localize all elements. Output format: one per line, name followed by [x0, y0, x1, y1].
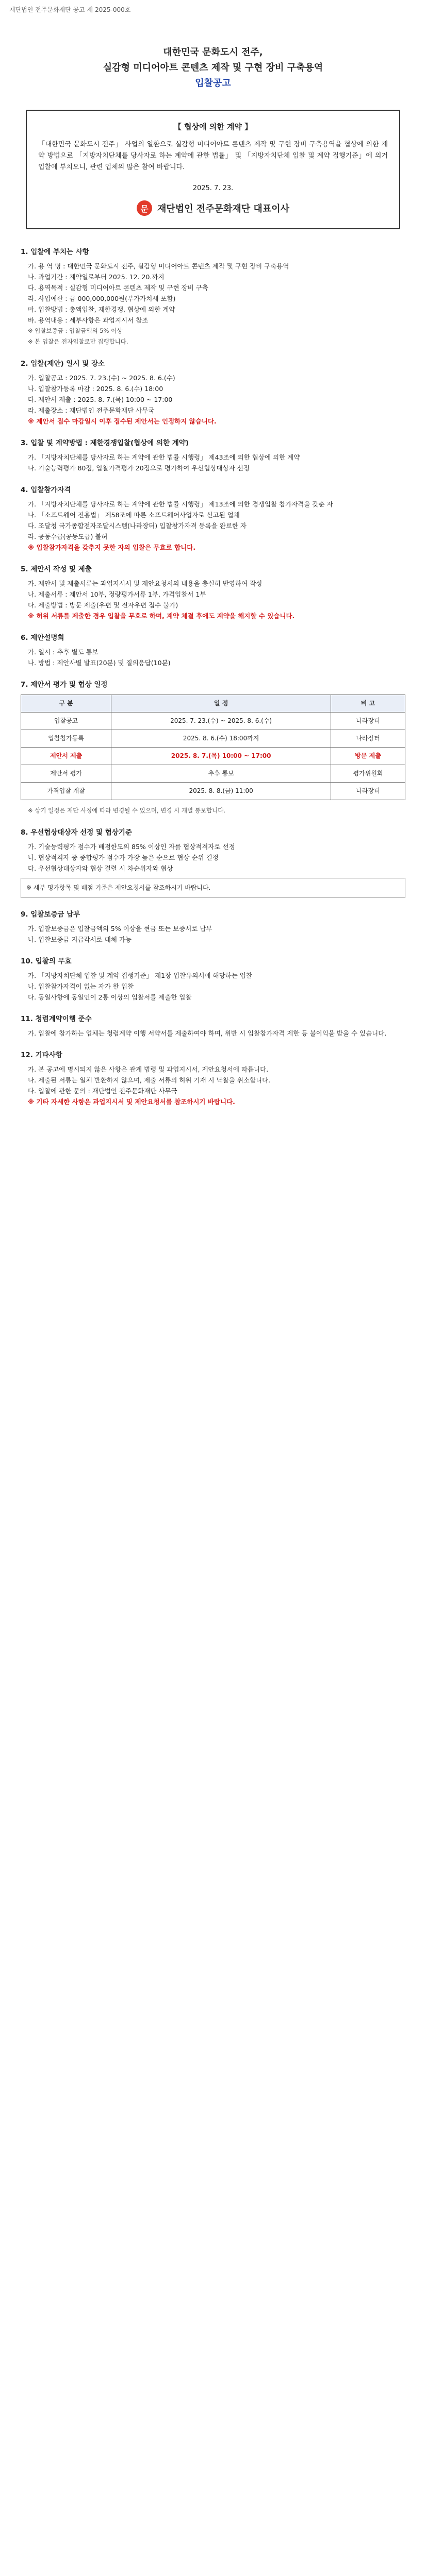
section-note: ※ 상기 일정은 재단 사정에 따라 변경될 수 있으며, 변경 시 개별 통보합니다.: [28, 807, 225, 814]
title-block: [0, 45, 426, 91]
section-item: 다. 용역목적 : 실감형 미디어아트 콘텐츠 제작 및 구현 장비 구축: [28, 284, 208, 292]
section: [21, 438, 405, 473]
table-header-cell: 비 고: [331, 695, 405, 713]
section-item: 라. 제출장소 : 재단법인 전주문화재단 사무국: [28, 406, 155, 414]
section-item: 나. 제출서류 : 제안서 10부, 정량평가서류 1부, 가격입찰서 1부: [28, 590, 206, 598]
section-item: 다. 우선협상대상자와 협상 결렬 시 차순위자와 협상: [28, 865, 173, 872]
section-item: 가. 일시 : 추후 별도 통보: [28, 648, 99, 656]
table-cell: 나라장터: [331, 783, 405, 800]
section-title: 8. 우선협상대상자 선정 및 협상기준: [21, 828, 132, 837]
section-item: 가. 용 역 명 : 대한민국 문화도시 전주, 실감형 미디어아트 콘텐츠 제작 및 구현 장비 구축용역: [28, 262, 289, 270]
section-title: 3. 입찰 및 계약방법 : 제한경쟁입찰(협상에 의한 계약): [21, 439, 189, 447]
table-cell: 2025. 8. 8.(금) 11:00: [111, 783, 331, 800]
table-cell: 가격입찰 개찰: [21, 783, 111, 800]
table-row: [21, 783, 405, 800]
section: [21, 1014, 405, 1039]
section-title: 7. 제안서 평가 및 협상 일정: [21, 681, 108, 689]
section-title: 11. 청렴계약이행 준수: [21, 1015, 92, 1023]
table-cell: 추후 통보: [111, 765, 331, 783]
table-cell: 2025. 8. 7.(목) 10:00 ~ 17:00: [111, 748, 331, 765]
content: [21, 247, 405, 1107]
section: [21, 247, 405, 347]
table-header-cell: 일 정: [111, 695, 331, 713]
section-item: 가. 입찰에 참가하는 업체는 청렴계약 이행 서약서를 제출하여야 하며, 위반 시 입찰참가자격 제한 등 불이익을 받을 수 있습니다.: [28, 1029, 387, 1037]
section-item: 나. 과업기간 : 계약일로부터 2025. 12. 20.까지: [28, 273, 165, 281]
section-highlight: ※ 제안서 접수 마감일시 이후 접수된 제안서는 인정하지 않습니다.: [28, 417, 217, 425]
section-highlight: ※ 입찰참가자격을 갖추지 못한 자의 입찰은 무효로 합니다.: [28, 544, 196, 551]
section-item: 가. 「지방자치단체를 당사자로 하는 계약에 관한 법률 시행령」 제13조에 의한 경쟁입찰 참가자격을 갖춘 자: [28, 500, 333, 508]
section: [21, 680, 405, 816]
section-highlight: ※ 허위 서류를 제출한 경우 입찰을 무효로 하며, 계약 체결 후에도 계약을 해지할 수 있습니다.: [28, 612, 295, 620]
section-item: 나. 제출된 서류는 일체 반환하지 않으며, 제출 서류의 허위 기재 시 낙찰을 취소합니다.: [28, 1076, 271, 1084]
section-title: 5. 제안서 작성 및 제출: [21, 565, 92, 573]
section-highlight: ※ 기타 자세한 사항은 과업지시서 및 제안요청서를 참조하시기 바랍니다.: [28, 1098, 235, 1106]
section-item: 나. 「소프트웨어 진흥법」 제58조에 따른 소프트웨어사업자로 신고된 업체: [28, 511, 240, 519]
section-title: 10. 입찰의 무효: [21, 957, 72, 965]
section: [21, 956, 405, 1003]
section: [21, 827, 405, 898]
header-note: 재단법인 전주문화재단 공고 제 2025-000호: [9, 6, 131, 13]
table-cell: 2025. 7. 23.(수) ~ 2025. 8. 6.(수): [111, 713, 331, 730]
section-title: 4. 입찰참가자격: [21, 486, 71, 494]
table-row: [21, 748, 405, 765]
table-cell: 입찰공고: [21, 713, 111, 730]
section-item: 다. 조달청 국가종합전자조달시스템(나라장터) 입찰참가자격 등록을 완료한 자: [28, 522, 247, 530]
section-item: 라. 공동수급(공동도급) 불허: [28, 533, 108, 540]
schedule-table: [21, 694, 405, 800]
table-header-cell: 구 분: [21, 695, 111, 713]
table-cell: 나라장터: [331, 713, 405, 730]
section: [21, 564, 405, 621]
section: [21, 633, 405, 668]
table-cell: 2025. 8. 6.(수) 18:00까지: [111, 730, 331, 748]
section-item: 가. 제안서 및 제출서류는 과업지시서 및 제안요청서의 내용을 충실히 반영하여 작성: [28, 580, 263, 587]
section-item: 가. 입찰보증금은 입찰금액의 5% 이상을 현금 또는 보증서로 납부: [28, 925, 212, 933]
section-box-note: ※ 세부 평가항목 및 배점 기준은 제안요청서를 참조하시기 바랍니다.: [21, 878, 405, 898]
org-name: 재단법인 전주문화재단 대표이사: [157, 204, 289, 214]
section-note: ※ 입찰보증금 : 입찰금액의 5% 이상: [28, 327, 123, 334]
table-cell: 방문 제출: [331, 748, 405, 765]
section-title: 1. 입찰에 부치는 사항: [21, 248, 89, 256]
section-item: 나. 기술능력평가 80점, 입찰가격평가 20점으로 평가하여 우선협상대상자 선정: [28, 464, 250, 472]
section-item: 바. 용역내용 : 세부사항은 과업지시서 참조: [28, 316, 149, 324]
section: [21, 1050, 405, 1107]
section-item: 가. 본 공고에 명시되지 않은 사항은 관계 법령 및 과업지시서, 제안요청서에 따릅니다.: [28, 1065, 269, 1073]
section-item: 라. 사업예산 : 금 000,000,000원(부가가치세 포함): [28, 295, 176, 302]
section-item: 나. 입찰참가등록 마감 : 2025. 8. 6.(수) 18:00: [28, 385, 163, 393]
section-item: 다. 입찰에 관한 문의 : 재단법인 전주문화재단 사무국: [28, 1087, 177, 1095]
title-line-1: 대한민국 문화도시 전주,: [163, 47, 263, 58]
section-note: ※ 본 입찰은 전자입찰로만 집행합니다.: [28, 338, 128, 345]
section-title: 9. 입찰보증금 납부: [21, 910, 80, 919]
notice-body: 「대한민국 문화도시 전주」 사업의 일환으로 실감형 미디어아트 콘텐츠 제작 및 구현 장비 구축용역을 협상에 의한 계약 방법으로 「지방자치단체를 당사자로 하는 계약에 관한 법률」 및 「지방자치단체 입찰 및 계약 집행기준」에 의거 입찰에 부치오니, 관련 업체의 많은 참여 바랍니다.: [38, 141, 388, 171]
section-title: 12. 기타사항: [21, 1051, 62, 1059]
notice-box: [26, 110, 400, 229]
org-line: [38, 200, 388, 216]
section-title: 6. 제안설명회: [21, 634, 64, 642]
table-header-row: [21, 695, 405, 713]
table-cell: 제안서 평가: [21, 765, 111, 783]
table-cell: 제안서 제출: [21, 748, 111, 765]
section-item: 나. 입찰보증금 지급각서로 대체 가능: [28, 936, 132, 943]
section-item: 다. 제안서 제출 : 2025. 8. 7.(목) 10:00 ~ 17:00: [28, 396, 173, 403]
section-item: 가. 「지방자치단체를 당사자로 하는 계약에 관한 법률 시행령」 제43조에 의한 협상에 의한 계약: [28, 453, 300, 461]
table-row: [21, 713, 405, 730]
section-item: 가. 「지방자치단체 입찰 및 계약 집행기준」 제1장 입찰유의서에 해당하는 입찰: [28, 972, 252, 979]
table-row: [21, 730, 405, 748]
table-row: [21, 765, 405, 783]
table-cell: 입찰참가등록: [21, 730, 111, 748]
notice-heading: 【 협상에 의한 계약 】: [173, 122, 253, 131]
section-item: 다. 제출방법 : 방문 제출(우편 및 전자우편 접수 불가): [28, 601, 178, 609]
org-logo-icon: 문: [137, 200, 152, 216]
notice-date: 2025. 7. 23.: [192, 184, 234, 192]
section-item: 마. 입찰방법 : 총액입찰, 제한경쟁, 협상에 의한 계약: [28, 306, 175, 313]
table-cell: 나라장터: [331, 730, 405, 748]
section: [21, 359, 405, 427]
title-line-3: 입찰공고: [195, 78, 231, 89]
table-cell: 평가위원회: [331, 765, 405, 783]
section-item: 가. 입찰공고 : 2025. 7. 23.(수) ~ 2025. 8. 6.(수): [28, 374, 175, 382]
section: [21, 909, 405, 945]
section-item: 나. 방법 : 제안사별 발표(20분) 및 질의응답(10분): [28, 659, 171, 667]
title-line-2: 실감형 미디어아트 콘텐츠 제작 및 구현 장비 구축용역: [103, 62, 323, 73]
section-item: 나. 입찰참가자격이 없는 자가 한 입찰: [28, 982, 134, 990]
section-item: 다. 동일사항에 동일인이 2통 이상의 입찰서를 제출한 입찰: [28, 993, 192, 1001]
section: [21, 485, 405, 553]
section-item: 나. 협상적격자 중 종합평가 점수가 가장 높은 순으로 협상 순위 결정: [28, 854, 219, 861]
section-item: 가. 기술능력평가 점수가 배점한도의 85% 이상인 자를 협상적격자로 선정: [28, 843, 235, 851]
section-title: 2. 입찰(제안) 일시 및 장소: [21, 360, 105, 368]
